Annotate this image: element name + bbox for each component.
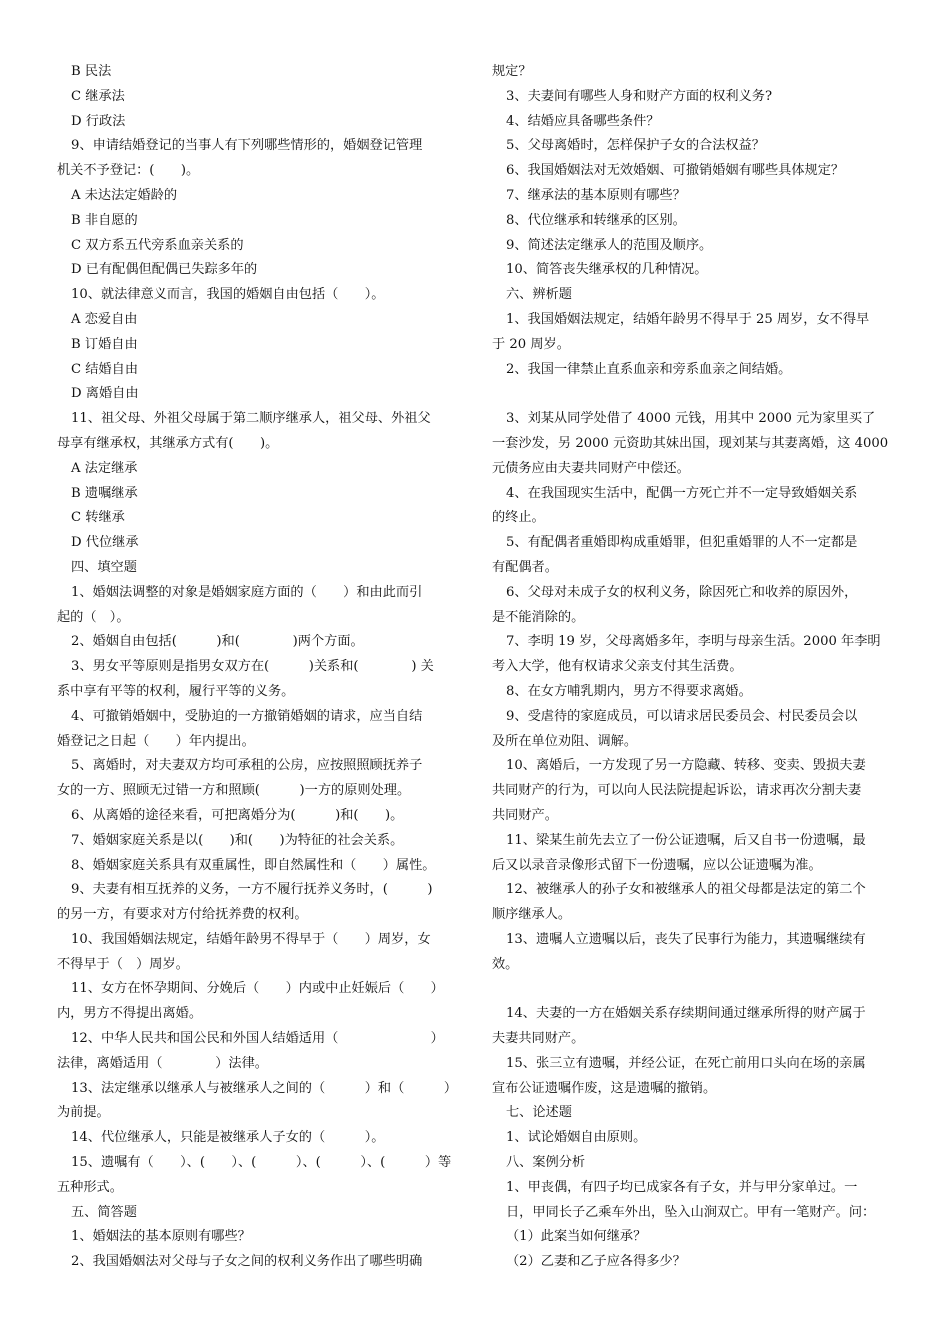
right-column-line: 3、刘某从同学处借了 4000 元钱，用其中 2000 元为家里买了	[506, 411, 876, 427]
left-column-line: C 转继承	[71, 510, 125, 526]
right-column-line: 2、我国一律禁止直系血亲和旁系血亲之间结婚。	[506, 361, 792, 377]
left-column-line: 11、女方在怀孕期间、分娩后（ ）内或中止妊娠后（ ）	[71, 981, 444, 997]
left-column-line: 起的（ ）。	[57, 609, 130, 625]
left-column-line: 8、婚姻家庭关系具有双重属性，即自然属性和（ ）属性。	[71, 857, 436, 873]
left-column-line: 10、我国婚姻法规定，结婚年龄男不得早于（ ）周岁，女	[71, 931, 431, 947]
right-column-line: 15、张三立有遗嘱，并经公证，在死亡前用口头向在场的亲属	[506, 1055, 866, 1071]
left-column-line: 的另一方，有要求对方付给抚养费的权利。	[57, 907, 308, 923]
left-column-line: 5、离婚时，对夫妻双方均可承租的公房，应按照照顾抚养子	[71, 758, 423, 774]
right-column-line: 规定？	[492, 64, 532, 79]
left-column-line: 9、夫妻有相互抚养的义务，一方不履行抚养义务时，( )	[71, 882, 433, 898]
left-column-line: 机关不予登记：( )。	[57, 163, 200, 179]
right-column-line: 1、我国婚姻法规定，结婚年龄男不得早于 25 周岁，女不得早	[506, 311, 870, 327]
left-column-line: 12、中华人民共和国公民和外国人结婚适用（ ）	[71, 1031, 444, 1047]
right-column-line: 六、辨析题	[506, 287, 572, 303]
right-column-line	[492, 382, 892, 407]
left-column-line: 6、从离婚的途径来看，可把离婚分为( )和( )。	[71, 807, 404, 823]
right-column-line: 元债务应由夫妻共同财产中偿还。	[492, 460, 690, 476]
left-column-line: 内，男方不得提出离婚。	[57, 1006, 203, 1022]
left-column-line: 1、婚姻法调整的对象是婚姻家庭方面的（ ）和由此而引	[71, 584, 423, 600]
right-column-line: 的终止。	[492, 510, 545, 526]
right-column-line: 11、梁某生前先去立了一份公证遗嘱，后又自书一份遗嘱，最	[506, 832, 866, 848]
right-column-line: 共同财产的行为，可以向人民法院提起诉讼，请求再次分割夫妻	[492, 783, 862, 799]
left-column-line: A 法定继承	[71, 460, 138, 476]
left-column-line: C 继承法	[71, 88, 125, 104]
left-column-line: 法律，离婚适用（ ）法律。	[57, 1055, 268, 1071]
right-column-line: 1、试论婚姻自由原则。	[506, 1130, 647, 1146]
left-column-line: D 代位继承	[71, 535, 139, 551]
left-column-line: B 订婚自由	[71, 336, 138, 352]
right-column-line: 14、夫妻的一方在婚姻关系存续期间通过继承所得的财产属于	[506, 1006, 866, 1022]
right-column-line: 5、父母离婚时，怎样保护子女的合法权益？	[506, 138, 765, 154]
right-column-line: 6、父母对未成子女的权利义务，除因死亡和收养的原因外，	[506, 584, 858, 600]
left-column-line: B 民法	[71, 64, 112, 79]
left-column-line: 为前提。	[57, 1105, 110, 1121]
right-column-line: 有配偶者。	[492, 559, 558, 575]
left-column-line: 11、祖父母、外祖父母属于第二顺序继承人，祖父母、外祖父	[71, 411, 431, 427]
right-column-line: （2）乙妻和乙子应各得多少？	[506, 1254, 686, 1270]
left-column-line: 婚登记之日起（ ）年内提出。	[57, 733, 255, 749]
right-column-line: 9、简述法定继承人的范围及顺序。	[506, 237, 713, 253]
right-column-line: 8、在女方哺乳期内，男方不得要求离婚。	[506, 683, 752, 699]
left-column-line: 9、申请结婚登记的当事人有下列哪些情形的，婚姻登记管理	[71, 138, 423, 154]
left-column-line: 女的一方、照顾无过错一方和照顾( )一方的原则处理。	[57, 783, 411, 799]
left-column-line: 3、男女平等原则是指男女双方在( )关系和( ) 关	[71, 659, 434, 675]
left-column-line: 系中享有平等的权利，履行平等的义务。	[57, 683, 295, 699]
right-column-line: 七、论述题	[506, 1105, 572, 1121]
right-column-line: 日，甲同长子乙乘车外出，坠入山涧双亡。甲有一笔财产。问：	[506, 1204, 876, 1220]
right-column-line: 7、李明 19 岁，父母离婚多年，李明与母亲生活。2000 年李明	[506, 634, 881, 650]
left-column-line: 4、可撤销婚姻中，受胁迫的一方撤销婚姻的请求，应当自结	[71, 708, 423, 724]
left-column-line: D 离婚自由	[71, 386, 139, 402]
right-column-line: 及所在单位劝阻、调解。	[492, 733, 638, 749]
left-column-line: 14、代位继承人，只能是被继承人子女的（ ）。	[71, 1130, 385, 1146]
left-column-line: D 已有配偶但配偶已失踪多年的	[71, 262, 258, 278]
right-column-line: 夫妻共同财产。	[492, 1031, 585, 1047]
left-column-line: 母享有继承权，其继承方式有( )。	[57, 435, 279, 451]
right-column-line: 考入大学，他有权请求父亲支付其生活费。	[492, 659, 743, 675]
right-column	[492, 60, 892, 1275]
right-column-line: 宣布公证遗嘱作废，这是遗嘱的撤销。	[492, 1080, 717, 1096]
right-column-line: 于 20 周岁。	[492, 336, 570, 352]
right-column-line: （1）此案当如何继承？	[506, 1229, 647, 1245]
left-column-line: 五种形式。	[57, 1179, 123, 1195]
right-column-line: 13、遗嘱人立遗嘱以后，丧失了民事行为能力，其遗嘱继续有	[506, 931, 866, 947]
right-column-line: 顺序继承人。	[492, 907, 572, 923]
left-column-line: C 双方系五代旁系血亲关系的	[71, 237, 244, 253]
right-column-line: 是不能消除的。	[492, 609, 585, 625]
right-column-line: 3、夫妻间有哪些人身和财产方面的权利义务?	[506, 88, 773, 104]
right-column-line: 共同财产。	[492, 807, 558, 823]
left-column-line: 13、法定继承以继承人与被继承人之间的（ ）和（ ）	[71, 1080, 458, 1096]
right-column-line: 7、继承法的基本原则有哪些？	[506, 187, 686, 203]
right-column-line: 八、案例分析	[506, 1155, 586, 1171]
right-column-line: 10、离婚后，一方发现了另一方隐藏、转移、变卖、毁损夫妻	[506, 758, 866, 774]
left-column-line: A 恋爱自由	[71, 311, 138, 327]
right-column-line: 10、简答丧失继承权的几种情况。	[506, 262, 708, 278]
left-column-line: 1、婚姻法的基本原则有哪些？	[71, 1229, 251, 1245]
left-column-line: B 遗嘱继承	[71, 485, 138, 501]
left-column-line: 四、填空题	[71, 559, 137, 575]
left-column-line: 五、简答题	[71, 1204, 137, 1220]
right-column-line: 6、我国婚姻法对无效婚姻、可撤销婚姻有哪些具体规定？	[506, 163, 845, 179]
right-column-line: 后又以录音录像形式留下一份遗嘱，应以公证遗嘱为准。	[492, 857, 822, 873]
right-column-line	[492, 977, 892, 1002]
left-column-line: 7、婚姻家庭关系是以( )和( )为特征的社会关系。	[71, 832, 404, 848]
right-column-line: 9、受虐待的家庭成员，可以请求居民委员会、村民委员会以	[506, 708, 858, 724]
right-column-line: 12、被继承人的孙子女和被继承人的祖父母都是法定的第二个	[506, 882, 866, 898]
left-column-line: D 行政法	[71, 113, 126, 129]
left-column-line: 2、我国婚姻法对父母与子女之间的权利义务作出了哪些明确	[71, 1254, 423, 1270]
left-column	[57, 60, 457, 1275]
right-column-line: 一套沙发，另 2000 元资助其妹出国，现刘某与其妻离婚，这 4000	[492, 435, 889, 451]
right-column-line: 5、有配偶者重婚即构成重婚罪，但犯重婚罪的人不一定都是	[506, 535, 858, 551]
left-column-line: 10、就法律意义而言，我国的婚姻自由包括（ ）。	[71, 287, 385, 303]
left-column-line: 15、遗嘱有（ ）、( ）、( ）、( ）、( ）等	[71, 1155, 452, 1171]
right-column-line: 1、甲丧偶，有四子均已成家各有子女，并与甲分家单过。一	[506, 1179, 858, 1195]
right-column-line: 效。	[492, 956, 519, 972]
right-column-line: 8、代位继承和转继承的区别。	[506, 212, 686, 228]
left-column-line: A 未达法定婚龄的	[71, 187, 178, 203]
left-column-line: C 结婚自由	[71, 361, 139, 377]
left-column-line: 2、婚姻自由包括( )和( )两个方面。	[71, 634, 364, 650]
right-column-line: 4、结婚应具备哪些条件？	[506, 113, 660, 129]
left-column-line: B 非自愿的	[71, 212, 138, 228]
left-column-line: 不得早于（ ）周岁。	[57, 956, 189, 972]
right-column-line: 4、在我国现实生活中，配偶一方死亡并不一定导致婚姻关系	[506, 485, 858, 501]
